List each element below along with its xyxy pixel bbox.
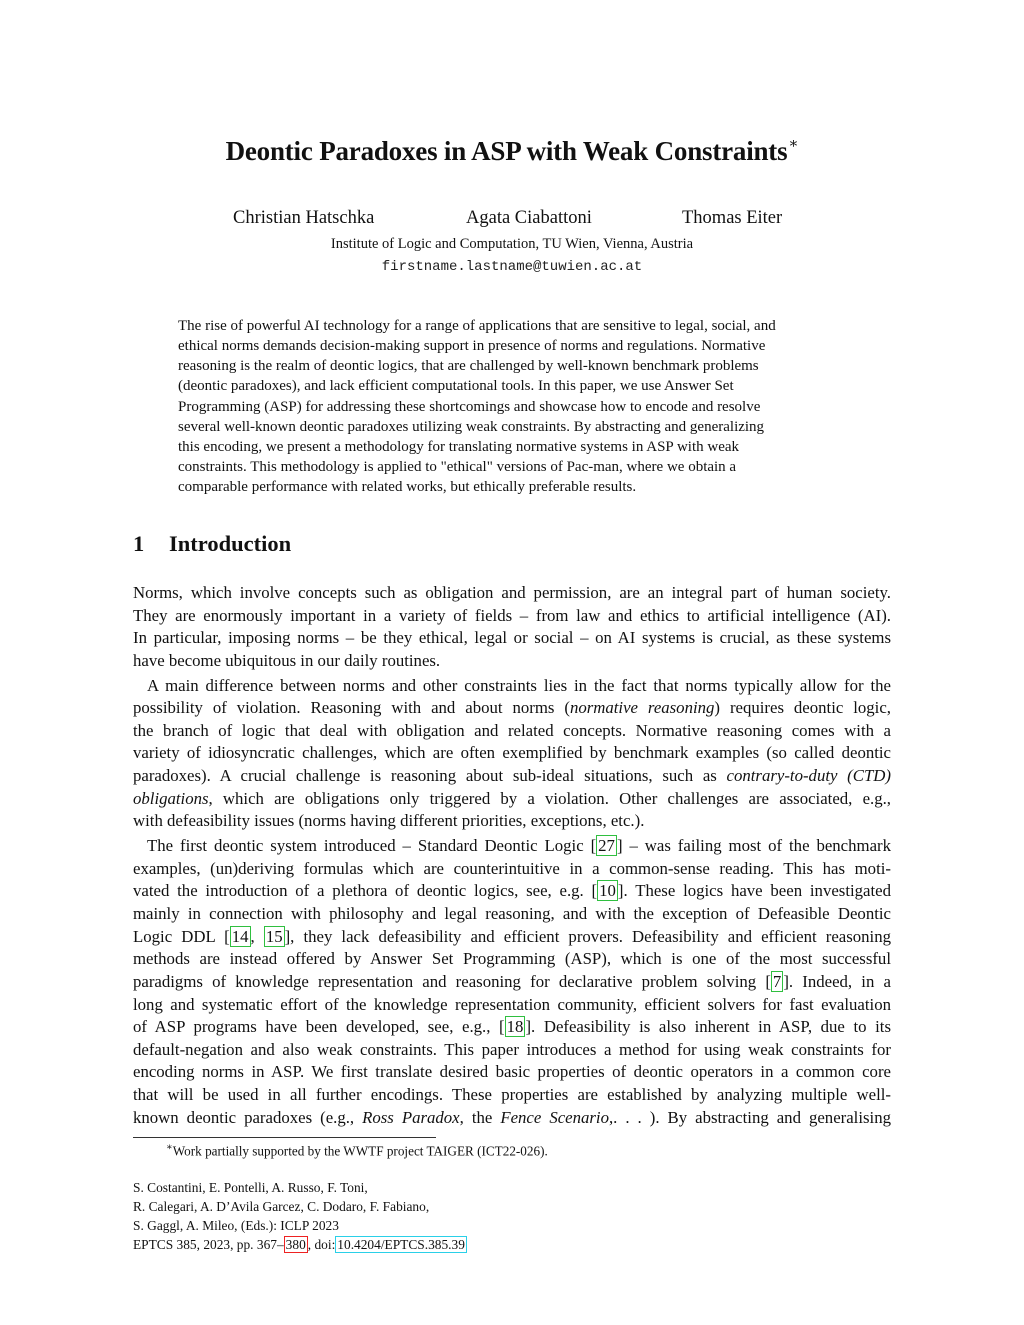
editors-line: S. Costantini, E. Pontelli, A. Russo, F. Toni,: [133, 1180, 368, 1195]
abstract-line: reasoning is the realm of deontic logics, that are challenged by well-known benchmark problems: [178, 358, 759, 375]
footnote-divider: [133, 1137, 436, 1138]
body-line: In particular, imposing norms – be they ethical, legal or social – on AI systems is crucial, as these systems: [133, 628, 891, 648]
publication-info: [133, 1178, 467, 1254]
body-line: vated the introduction of a plethora of deontic logics, see, e.g. [ 10 ]. These logics have been investigated: [133, 881, 891, 901]
body-line: of ASP programs have been developed, see, e.g., [ 18 ]. Defeasibility is also inherent in ASP, due to its: [133, 1017, 892, 1037]
body-line: known deontic paradoxes (e.g., Ross Paradox, the Fence Scenario,. . . ). By abstracting and generalising: [133, 1107, 891, 1127]
body-line: long and systematic effort of the knowledge representation community, efficient solvers for fast evaluation: [133, 994, 891, 1014]
body-line: that will be used in all further encodings. These properties are established by analyzing multiple well-: [133, 1085, 891, 1105]
body-line: default-negation and also weak constraints. This paper introduces a method for using weak constraints for: [133, 1039, 891, 1059]
body-line: mainly in connection with philosophy and legal reasoning, and with the exception of Defeasible Deontic: [133, 903, 891, 923]
body-line: with defeasibility issues (norms having different priorities, exceptions, etc.).: [133, 811, 645, 831]
abstract-line: Programming (ASP) for addressing these shortcomings and showcase how to encode and resolve: [178, 398, 761, 415]
author-2: Agata Ciabattoni: [466, 208, 592, 228]
body-line: encoding norms in ASP. We first translate desired basic properties of deontic operators in a common core: [133, 1062, 891, 1082]
body-line: A main difference between norms and other constraints lies in the fact that norms typically allow for the: [147, 675, 891, 695]
author-3: Thomas Eiter: [682, 208, 783, 228]
citation-link[interactable]: 18: [506, 1017, 524, 1037]
body-line: paradigms of knowledge representation and reasoning for declarative problem solving [ 7 ]. Indeed, in a: [133, 971, 891, 991]
abstract-line: comparable performance with related works, but ethically preferable results.: [178, 479, 637, 496]
body-line: examples, (un)deriving formulas which are counterintuitive in a common-sense reading. This has moti-: [133, 858, 891, 878]
author-list: [0, 208, 1024, 232]
footnote-text: Work partially supported by the WWTF project TAIGER (ICT22-026).: [172, 1143, 548, 1159]
abstract-line: ethical norms demands decision-making support in presence of norms and regulations. Normative: [178, 338, 766, 355]
body-line: possibility of violation. Reasoning with and about norms (normative reasoning) requires deontic logic,: [133, 698, 891, 718]
abstract-line: The rise of powerful AI technology for a range of applications that are sensitive to legal, social, and: [178, 318, 776, 334]
citation-link[interactable]: 10: [599, 881, 616, 901]
body-line: methods are instead offered by Answer Set Programming (ASP), which is one of the most successful: [133, 949, 891, 969]
body-line: have become ubiquitous in our daily routines.: [133, 650, 441, 670]
doi-link[interactable]: 10.4204/EPTCS.385.39: [337, 1237, 465, 1252]
citation-link[interactable]: 27: [598, 836, 615, 856]
body-text: [133, 582, 891, 1129]
editors-line: S. Gaggl, A. Mileo, (Eds.): ICLP 2023: [133, 1218, 339, 1233]
citation-link[interactable]: 14: [231, 926, 249, 946]
title-footnote-mark[interactable]: ∗: [788, 136, 799, 152]
body-line: paradoxes). A crucial challenge is reasoning about sub-ideal situations, such as contrary-to-duty (CTD): [133, 766, 891, 786]
author-email: firstname.lastname@tuwien.ac.at: [381, 259, 643, 275]
footnote: [166, 1142, 548, 1159]
citation-link[interactable]: 7: [772, 971, 782, 991]
affiliation: Institute of Logic and Computation, TU Wien, Vienna, Austria: [330, 236, 694, 252]
body-line: Norms, which involve concepts such as obligation and permission, are an integral part of human society.: [133, 583, 891, 602]
abstract-line: this encoding, we present a methodology for translating normative systems in ASP with weak: [178, 438, 740, 455]
body-line: obligations, which are obligations only triggered by a violation. Other challenges are associated, e.g.,: [133, 788, 891, 808]
abstract-line: constraints. This methodology is applied to "ethical" versions of Pac-man, where we obtain a: [178, 458, 737, 475]
footnote-mark: ∗: [166, 1142, 173, 1153]
body-line: The first deontic system introduced – Standard Deontic Logic [ 27 ] – was failing most of the benchmark: [147, 836, 891, 856]
editors-line: R. Calegari, A. D’Avila Garcez, C. Dodaro, F. Fabiano,: [133, 1199, 430, 1214]
paper-title: [0, 136, 1024, 167]
abstract-line: (deontic paradoxes), and lack efficient computational tools. In this paper, we use Answer Set: [178, 378, 734, 395]
body-line: Logic DDL [ 14 , 15 ], they lack defeasibility and efficient provers. Defeasibility and efficient reasoning: [133, 926, 891, 946]
body-line: They are enormously important in a variety of fields – from law and ethics to artificial intelligence (AI).: [133, 605, 891, 625]
citation-link[interactable]: 15: [265, 926, 283, 946]
section-title: Introduction: [169, 531, 292, 556]
abstract: [178, 316, 846, 497]
section-number: 1: [133, 531, 145, 556]
section-heading: [133, 531, 291, 557]
last-page-link[interactable]: 380: [285, 1237, 306, 1252]
body-line: the branch of logic that deal with obligation and related concepts. Normative reasoning comes with a: [133, 720, 891, 740]
body-line: variety of idiosyncratic challenges, which are often exemplified by benchmark examples (so called deontic: [133, 743, 891, 763]
author-1: Christian Hatschka: [233, 208, 375, 228]
abstract-line: several well-known deontic paradoxes utilizing weak constraints. By abstracting and generalizing: [178, 418, 765, 435]
title-text: Deontic Paradoxes in ASP with Weak Constraints: [225, 136, 788, 166]
venue-line: EPTCS 385, 2023, pp. 367– 380 , doi: 10.4204/EPTCS.385.39: [133, 1237, 465, 1252]
